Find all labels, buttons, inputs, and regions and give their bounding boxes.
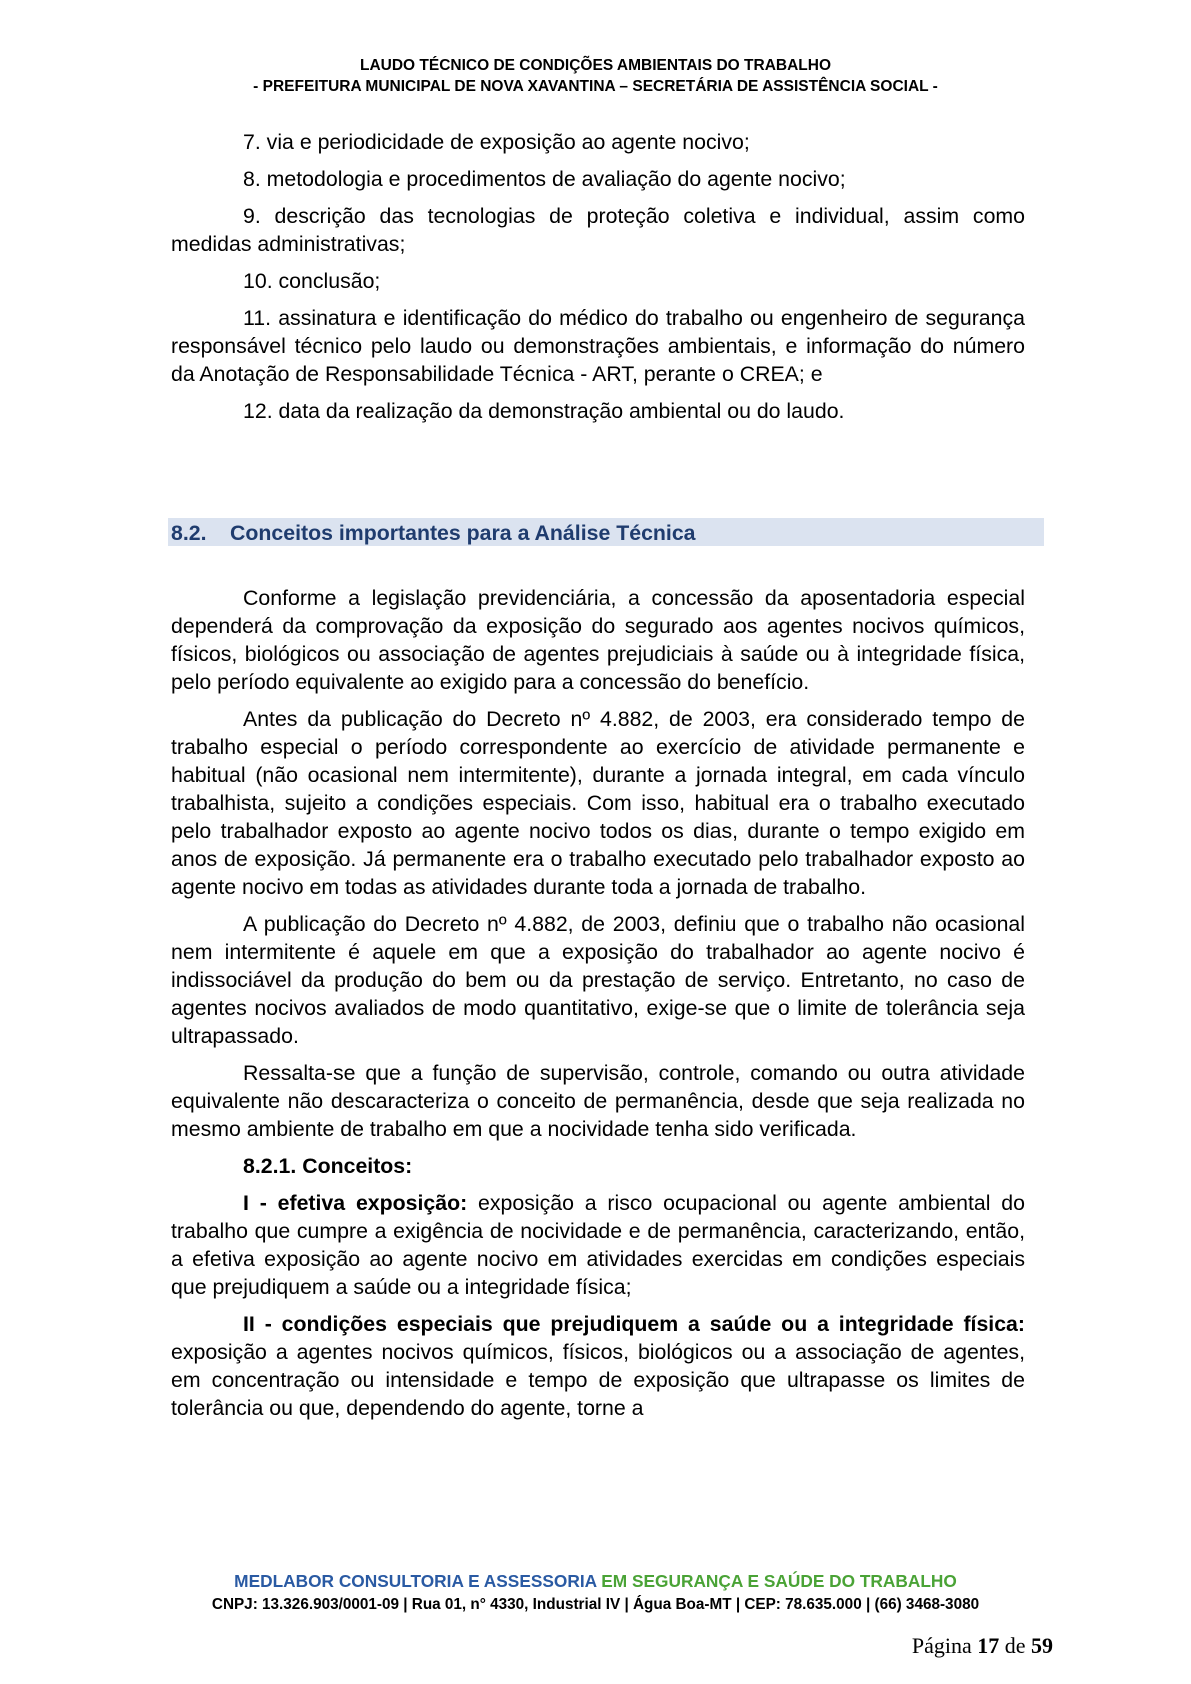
header-subtitle: - PREFEITURA MUNICIPAL DE NOVA XAVANTINA – SECRETÁRIA DE ASSISTÊNCIA SOCIAL - (253, 78, 938, 95)
list-item: 11. assinatura e identificação do médico do trabalho ou engenheiro de segurança responsável técnico pelo laudo ou demonstrações ambientais, e informação do número da Anotação de Responsabilidade Técnica - ART, perante o CREA; e (171, 306, 1025, 386)
list-item: 10. conclusão; (243, 269, 381, 293)
list-item: 12. data da realização da demonstração ambiental ou do laudo. (243, 399, 845, 423)
page-number (912, 1633, 1053, 1659)
concept-term: II - condições especiais que prejudiquem a saúde ou a integridade física: (243, 1312, 1025, 1336)
list-item: 7. via e periodicidade de exposição ao agente nocivo; (243, 130, 750, 154)
subsection-title-text: 8.2.1. Conceitos: (243, 1154, 413, 1178)
paragraph: Ressalta-se que a função de supervisão, controle, comando ou outra atividade equivalente não descaracteriza o conceito de permanência, desde que seja realizada no mesmo ambiente de trabalho em que a nocividade tenha sido verificada. (171, 1061, 1025, 1141)
paragraph: A publicação do Decreto nº 4.882, de 2003, definiu que o trabalho não ocasional nem intermitente é aquele em que a exposição do trabalhador ao agente nocivo é indissociável da produção do bem ou da prestação de serviço. Entretanto, no caso de agentes nocivos avaliados de modo quantitativo, exige-se que o limite de tolerância seja ultrapassado. (171, 912, 1025, 1048)
list-item: 9. descrição das tecnologias de proteção coletiva e individual, assim como medidas administrativas; (171, 204, 1025, 256)
section-title: Conceitos importantes para a Análise Técnica (230, 521, 696, 545)
page-header (0, 55, 1191, 97)
page-number-of: de (999, 1633, 1031, 1658)
page-number-current: 17 (977, 1633, 1000, 1658)
footer-company-tagline: EM SEGURANÇA E SAÚDE DO TRABALHO (596, 1571, 957, 1591)
paragraph: Conforme a legislação previdenciária, a concessão da aposentadoria especial dependerá da comprovação da exposição do segurado aos agentes nocivos químicos, físicos, biológicos ou associação de agentes prejudiciais à saúde ou à integridade física, pelo período equivalente ao exigido para a concessão do benefício. (171, 586, 1025, 694)
body-main (171, 584, 1025, 1422)
header-title: LAUDO TÉCNICO DE CONDIÇÕES AMBIENTAIS DO TRABALHO (359, 57, 832, 74)
footer-company-name: MEDLABOR CONSULTORIA E ASSESSORIA (234, 1571, 597, 1591)
section-number: 8.2. (171, 521, 207, 545)
concept-item (171, 1310, 1025, 1422)
concept-item (171, 1189, 1025, 1301)
list-item: 8. metodologia e procedimentos de avaliação do agente nocivo; (243, 167, 846, 191)
footer-company (0, 1570, 1191, 1592)
concept-text: exposição a risco ocupacional ou agente ambiental do trabalho que cumpre a exigência de nocividade e de permanência, caracterizando, então, a efetiva exposição ao agente nocivo em atividades exercidas em condições especiais que prejudiquem a saúde ou a integridade física; (171, 1191, 1025, 1299)
concept-text: exposição a agentes nocivos químicos, físicos, biológicos ou a associação de agentes, em concentração ou intensidade e tempo de exposição que ultrapasse os limites de tolerância ou que, dependendo do agente, torne a (171, 1340, 1025, 1420)
subsection-title (171, 1152, 1025, 1180)
page-footer (0, 1570, 1191, 1616)
footer-address: CNPJ: 13.326.903/0001-09 | Rua 01, n° 4330, Industrial IV | Água Boa-MT | CEP: 78.635.000 | (66) 3468-3080 (211, 1596, 980, 1613)
page-number-total: 59 (1031, 1633, 1053, 1658)
page-number-label: Página (911, 1633, 978, 1658)
body-top (171, 128, 1025, 425)
paragraph: Antes da publicação do Decreto nº 4.882, de 2003, era considerado tempo de trabalho especial o período correspondente ao exercício de atividade permanente e habitual (não ocasional nem intermitente), durante a jornada integral, em cada vínculo trabalhista, sujeito a condições especiais. Com isso, habitual era o trabalho executado pelo trabalhador exposto ao agente nocivo todos os dias, durante o tempo exigido em anos de exposição. Já permanente era o trabalho executado pelo trabalhador exposto ao agente nocivo em todas as atividades durante toda a jornada de trabalho. (171, 707, 1025, 899)
section-heading (168, 518, 1044, 546)
concept-term: I - efetiva exposição: (243, 1191, 468, 1215)
